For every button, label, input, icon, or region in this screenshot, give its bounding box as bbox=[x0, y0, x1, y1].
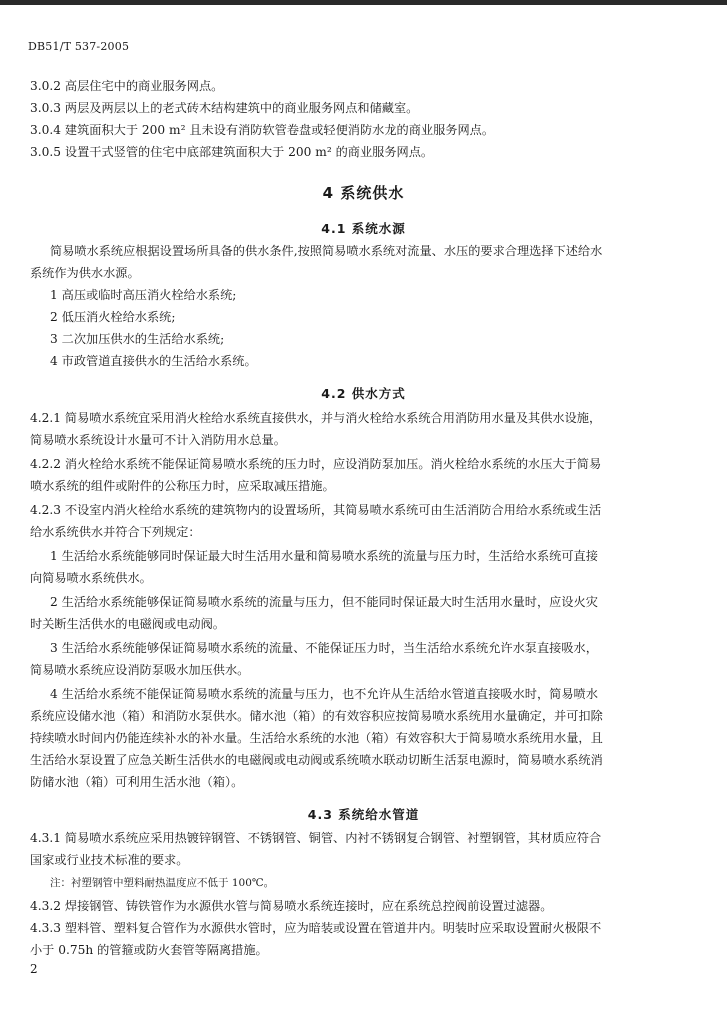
section-4-2-line: 持续喷水时间内仍能连续补水的补水量。生活给水系统的水池（箱）有效容积大于简易喷水系统用水量，且 bbox=[30, 731, 603, 745]
section-4-2-line: 生活给水泵设置了应急关断生活供水的电磁阀或电动阀或系统喷水联动切断生活泵电源时，简易喷水系统消 bbox=[30, 753, 603, 767]
clause-3-0-3: 3.0.3 两层及两层以上的老式砖木结构建筑中的商业服务网点和储藏室。 bbox=[30, 101, 419, 115]
section-4-1-title: 4.1 系统水源 bbox=[321, 221, 406, 236]
section-4-2-line: 2 生活给水系统能够保证简易喷水系统的流量与压力，但不能同时保证最大时生活用水量时，应设火灾 bbox=[50, 595, 598, 609]
section-4-1-item: 2 低压消火栓给水系统; bbox=[50, 310, 176, 324]
section-4-2-line: 系统应设储水池（箱）和消防水泵供水。储水池（箱）的有效容积应按简易喷水系统用水量确定，并可扣除 bbox=[30, 709, 603, 723]
clause-3-0-4: 3.0.4 建筑面积大于 200 m² 且未设有消防软管卷盘或轻便消防水龙的商业服务网点。 bbox=[30, 123, 495, 137]
section-4-2-line: 4.2.1 简易喷水系统宜采用消火栓给水系统直接供水，并与消火栓给水系统合用消防用水量及其供水设施， bbox=[30, 411, 602, 425]
chapter-title: 4 系统供水 bbox=[322, 184, 405, 202]
section-4-3-line: 4.3.3 塑料管、塑料复合管作为水源供水管时，应为暗装或设置在管道井内。明装时应采取设置耐火极限不 bbox=[30, 921, 602, 935]
section-4-2-line: 3 生活给水系统能够保证简易喷水系统的流量、不能保证压力时，当生活给水系统允许水泵直接吸水， bbox=[50, 641, 598, 655]
section-4-3-line: 小于 0.75h 的管箍或防火套管等隔离措施。 bbox=[30, 943, 268, 957]
section-4-1-item: 4 市政管道直接供水的生活给水系统。 bbox=[50, 354, 257, 368]
section-4-1-intro-line: 系统作为供水水源。 bbox=[30, 266, 140, 280]
section-4-2-line: 4.2.2 消火栓给水系统不能保证简易喷水系统的压力时，应设消防泵加压。消火栓给水系统的水压大于简易 bbox=[30, 457, 602, 471]
scan-top-edge bbox=[0, 0, 727, 5]
section-4-3-line: 国家或行业技术标准的要求。 bbox=[30, 853, 189, 867]
page-number: 2 bbox=[30, 962, 38, 976]
document-code: DB51/T 537-2005 bbox=[28, 40, 130, 53]
section-4-3-line: 4.3.1 简易喷水系统应采用热镀锌钢管、不锈钢管、铜管、内衬不锈钢复合钢管、衬塑钢管，其材质应符合 bbox=[30, 831, 602, 845]
section-4-2-line: 向简易喷水系统供水。 bbox=[30, 571, 152, 585]
section-4-2-line: 时关断生活供水的电磁阀或电动阀。 bbox=[30, 617, 225, 631]
section-4-2-line: 简易喷水系统应设消防泵吸水加压供水。 bbox=[30, 663, 250, 677]
section-4-1-intro-line: 简易喷水系统应根据设置场所具备的供水条件,按照简易喷水系统对流量、水压的要求合理选择下述给水 bbox=[50, 244, 603, 258]
section-4-2-line: 给水系统供水并符合下列规定： bbox=[30, 525, 201, 539]
section-4-2-line: 4.2.3 不设室内消火栓给水系统的建筑物内的设置场所，其简易喷水系统可由生活消防合用给水系统或生活 bbox=[30, 503, 602, 517]
clause-3-0-2: 3.0.2 高层住宅中的商业服务网点。 bbox=[30, 79, 224, 93]
section-4-3-line: 4.3.2 焊接钢管、铸铁管作为水源供水管与简易喷水系统连接时，应在系统总控阀前设置过滤器。 bbox=[30, 899, 553, 913]
section-4-3-title: 4.3 系统给水管道 bbox=[307, 807, 420, 822]
section-4-2-line: 简易喷水系统设计水量可不计入消防用水总量。 bbox=[30, 433, 286, 447]
section-4-1-item: 1 高压或临时高压消火栓给水系统; bbox=[50, 288, 237, 302]
section-4-1-item: 3 二次加压供水的生活给水系统; bbox=[50, 332, 225, 346]
section-4-2-line: 喷水系统的组件或附件的公称压力时，应采取减压措施。 bbox=[30, 479, 335, 493]
section-4-2-title: 4.2 供水方式 bbox=[321, 386, 406, 401]
section-4-2-line: 防储水池（箱）可利用生活水池（箱）。 bbox=[30, 775, 244, 789]
section-4-2-line: 1 生活给水系统能够同时保证最大时生活用水量和简易喷水系统的流量与压力时，生活给水系统可直接 bbox=[50, 549, 598, 563]
section-4-2-line: 4 生活给水系统不能保证简易喷水系统的流量与压力，也不允许从生活给水管道直接吸水时，简易喷水 bbox=[50, 687, 598, 701]
clause-3-0-5: 3.0.5 设置干式竖管的住宅中底部建筑面积大于 200 m² 的商业服务网点。 bbox=[30, 145, 434, 159]
section-4-3-note: 注：衬塑钢管中塑料耐热温度应不低于 100℃。 bbox=[50, 877, 275, 889]
